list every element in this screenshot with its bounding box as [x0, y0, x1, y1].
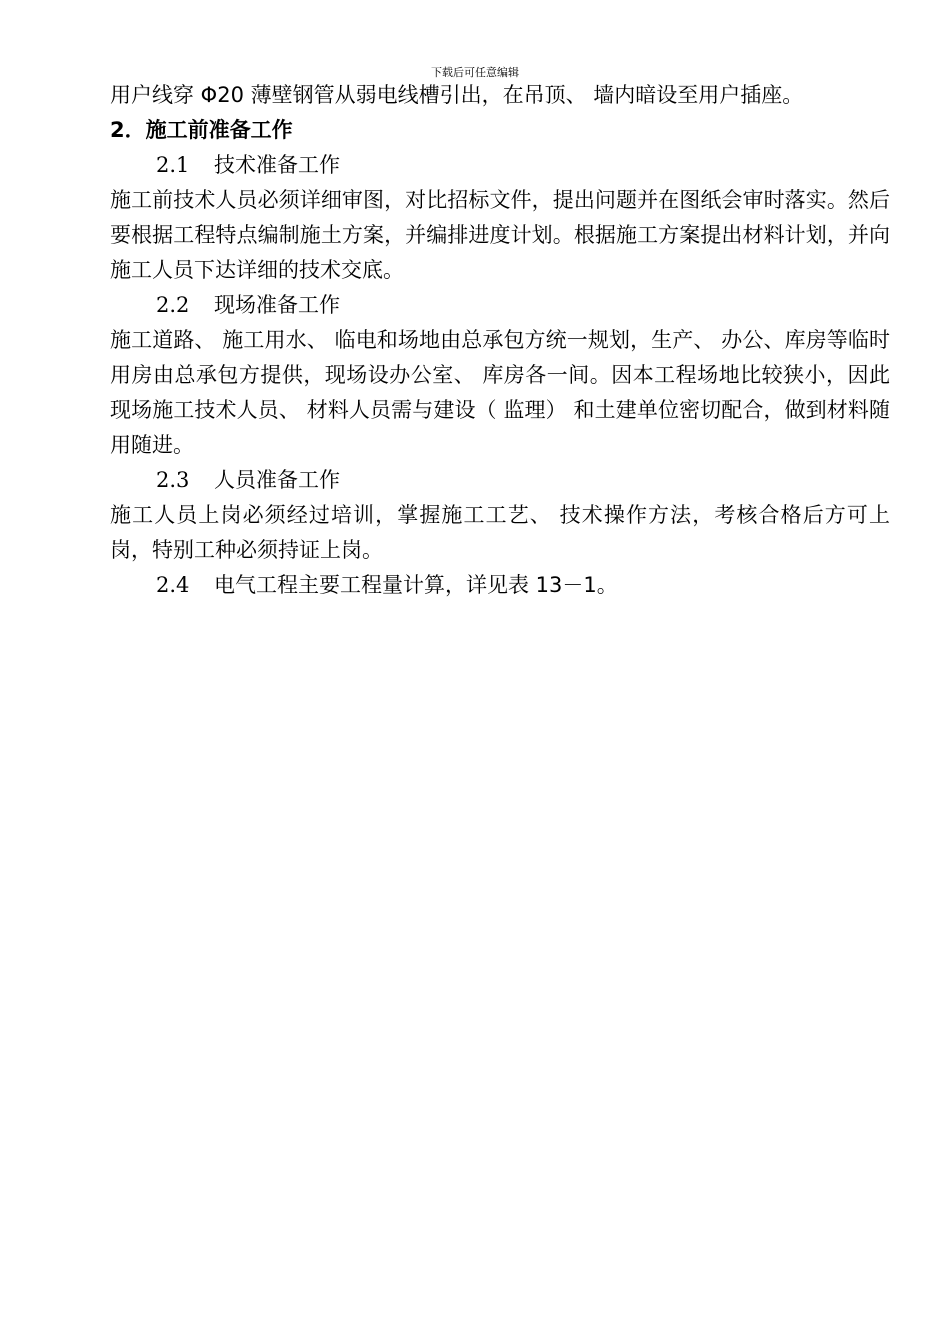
document-body [110, 78, 890, 603]
section-2-2-title: 现场准备工作 [214, 293, 340, 317]
section-2-1-title: 技术准备工作 [214, 153, 340, 177]
section-2-2-paragraph: 施工道路、 施工用水、 临电和场地由总承包方统一规划，生产、 办公、库房等临时用房由总承包方提供，现场设办公室、 库房各一间。因本工程场地比较狭小，因此现场施工技术人员、 材料人员需与建设（ 监理） 和土建单位密切配合，做到材料随用随进。 [110, 328, 890, 457]
intro-paragraph: 用户线穿 Φ20 薄壁钢管从弱电线槽引出，在吊顶、 墙内暗设至用户插座。 [110, 83, 804, 107]
section-2-4-heading [110, 568, 890, 603]
section-2-2-heading [110, 288, 890, 323]
section-2-3-title: 人员准备工作 [214, 468, 340, 492]
section-2-1-paragraph: 施工前技术人员必须详细审图，对比招标文件，提出问题并在图纸会审时落实。然后要根据工程特点编制施土方案，并编排进度计划。根据施工方案提出材料计划，并向施工人员下达详细的技术交底。 [110, 188, 890, 282]
section-2-1-heading [110, 148, 890, 183]
watermark-text: 下载后可任意编辑 [431, 66, 519, 79]
section-2-4-title: 电气工程主要工程量计算，详见表 13－1。 [214, 573, 618, 597]
section-2-2-number: 2.2 [156, 293, 190, 317]
section-2-1-number: 2.1 [156, 153, 190, 177]
section-2-4-number: 2.4 [156, 573, 190, 597]
section-2-3-paragraph: 施工人员上岗必须经过培训，掌握施工工艺、 技术操作方法，考核合格后方可上岗，特别工种必须持证上岗。 [110, 503, 890, 562]
section-2-3-number: 2.3 [156, 468, 190, 492]
section-2-heading: 2．施工前准备工作 [110, 118, 293, 142]
section-2-3-heading [110, 463, 890, 498]
